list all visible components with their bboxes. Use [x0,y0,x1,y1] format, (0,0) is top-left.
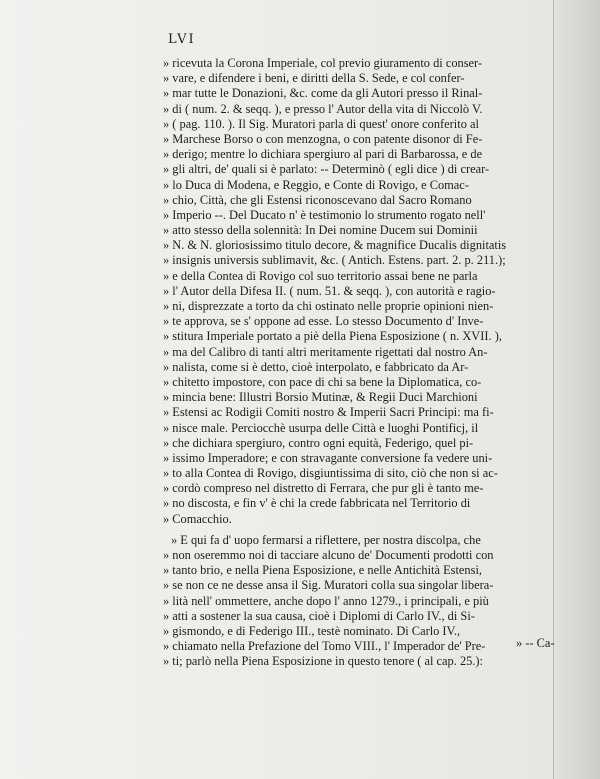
text-line: » vare, e difendere i beni, e diritti della S. Sede, e col confer- [163,71,465,86]
text-line: » E qui fa d' uopo fermarsi a riflettere, per nostra discolpa, che [171,532,481,547]
text-line: » lità nell' ommettere, anche dopo l' anno 1279., i principali, e più [163,593,489,608]
text-line: » Imperio --. Del Ducato n' è testimonio lo strumento rogato nell' [163,207,486,222]
text-line: » mar tutte le Donazioni, &c. come da gli Autori presso il Rinal- [163,86,483,101]
text-line: » nalista, come si è detto, cioè interpolato, e fabbricato da Ar- [163,359,469,374]
paragraph-1 [163,56,563,527]
text-line: » insignis universis sublimavit, &c. ( Antich. Estens. part. 2. p. 211.); [163,253,506,268]
text-line: » Comacchio. [163,511,232,526]
text-line: » Estensi ac Rodigii Comiti nostro & Imperii Sacri Principi: ma fi- [163,405,494,420]
text-line: » ricevuta la Corona Imperiale, col previo giuramento di conser- [163,56,483,70]
text-line: » atto stesso della solennità: In Dei nomine Ducem sui Dominii [163,223,478,238]
text-line: » gismondo, e di Federigo III., testè nominato. Di Carlo IV., [163,623,461,638]
text-line: » ni, disprezzate a torto da chi ostinato nelle proprie opinioni nien- [163,299,494,313]
text-line: » chitetto impostore, con pace di chi sa bene la Diplomatica, co- [163,374,482,389]
text-line: » che dichiara spergiuro, contro ogni equità, Federigo, quel pi- [163,435,474,450]
text-line: » no discosta, e fin v' è chi la crede fabbricata nel Territorio di [163,496,471,511]
paragraph-2 [163,533,563,670]
text-line: » chiamato nella Prefazione del Tomo VIII., l' Imperador de' Pre- [163,639,486,654]
catchword: » -- Ca- [516,636,555,650]
text-line: » l' Autor della Difesa II. ( num. 51. & seqq. ), con autorità e ragio- [163,283,496,298]
text-line: » derigo; mentre lo dichiara spergiuro al pari di Barbarossa, e de [163,147,483,162]
text-line: » chio, Città, che gli Estensi riconoscevano dal Sacro Romano [163,192,472,207]
main-text [163,56,563,670]
text-line: » ( pag. 110. ). Il Sig. Muratori parla di quest' onore conferito al [163,116,479,131]
text-line: » issimo Imperadore; e con stravagante conversione fa vedere uni- [163,450,493,465]
text-line: » cordò compreso nel distretto di Ferrara, che pur gli è tanto me- [163,481,484,496]
text-line: » e della Contea di Rovigo col suo territorio assai bene ne parla [163,268,478,283]
text-line: » atti a sostener la sua causa, cioè i Diplomi di Carlo IV., di Si- [163,608,475,623]
text-line: » mincia bene: Illustri Borsio Mutinæ, & Regii Duci Marchioni [163,390,478,405]
text-line: » to alla Contea di Rovigo, disgiuntissima di sito, ciò che non si ac- [163,466,498,481]
text-line: » gli altri, de' quali si è parlato: -- Determinò ( egli dice ) di crear- [163,162,490,177]
text-line: » Marchese Borso o con menzogna, o con patente disonor di Fe- [163,131,483,146]
text-line: » tanto brio, e nella Piena Esposizione, e nelle Antichità Estensi, [163,563,482,578]
page-number: LVI [168,32,196,47]
text-line: » lo Duca di Modena, e Reggio, e Conte di Rovigo, e Comac- [163,177,469,192]
text-line: » se non ce ne desse ansa il Sig. Muratori colla sua singolar libera- [163,578,494,593]
text-line: » stitura Imperiale portato a piè della Piena Esposizione ( n. XVII. ), [163,329,502,344]
text-line: » non oseremmo noi di tacciare alcuno de' Documenti prodotti con [163,548,494,562]
text-line: » nisce male. Perciocchè usurpa delle Città e luoghi Pontificj, il [163,420,479,435]
text-line: » te approva, se s' oppone ad esse. Lo stesso Documento d' Inve- [163,314,484,329]
text-line: » ti; parlò nella Piena Esposizione in questo tenore ( al cap. 25.): [163,654,484,669]
text-line: » ma del Calibro di tanti altri meritamente rigettati dal nostro An- [163,344,488,359]
text-line: » N. & N. gloriosissimo titulo decore, & magnifice Ducalis dignitatis [163,238,507,253]
text-line: » di ( num. 2. & seqq. ), e presso l' Autor della vita di Niccolò V. [163,101,483,116]
